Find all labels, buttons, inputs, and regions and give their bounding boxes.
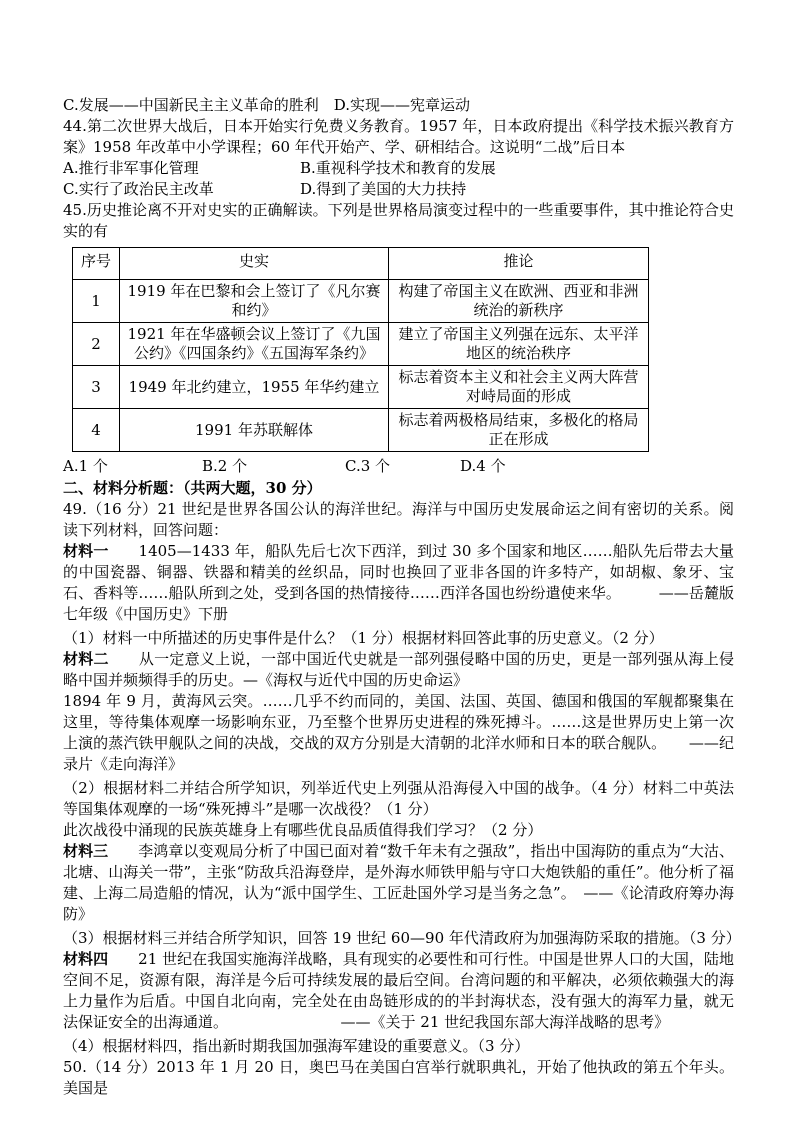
table-cell: 1991 年苏联解体 — [120, 409, 389, 452]
question-line: （2）根据材料二并结合所学知识，列举近代史上列强从沿海侵入中国的战争。（4 分）材料二中英法等国集体观摩的一场“殊死搏斗”是哪一次战役？（1 分） — [63, 779, 734, 818]
option-item: A.1 个 — [63, 457, 108, 475]
paragraph: 49.（16 分）21 世纪是世界各国公认的海洋世纪。海洋与中国历史发展命运之间有密切的关系。阅读下列材料，回答问题： — [63, 500, 734, 539]
paragraph: 50.（14 分）2013 年 1 月 20 日，奥巴马在美国白宫举行就职典礼，开始了他执政的第五个年头。美国是 — [63, 1058, 734, 1097]
question-line: （3）根据材料三并结合所学知识，回答 19 世纪 60—90 年代清政府为加强海防采取的措施。（3 分） — [63, 929, 741, 947]
table-header-cell: 史实 — [120, 248, 389, 280]
option-item: C.3 个 — [345, 457, 391, 475]
table-cell: 2 — [73, 323, 120, 366]
option-left: C.实行了政治民主改革 — [63, 180, 214, 198]
paragraph: C.发展——中国新民主主义革命的胜利 D.实现——宪章运动 — [63, 96, 470, 114]
option-pair-row — [63, 158, 734, 179]
material-label: 材料四 — [63, 950, 109, 968]
material-paragraph — [63, 541, 734, 625]
table-header-cell: 序号 — [73, 248, 120, 280]
material-label: 材料二 — [63, 650, 109, 668]
document-body — [63, 95, 741, 1099]
paragraph: 1894 年 9 月，黄海风云突。……几乎不约而同的，美国、法国、英国、德国和俄国的军舰都聚集在这里，等待集体观摩一场影响东亚，乃至整个世界历史进程的殊死搏斗。……这是世界历史上第一次上演的蒸汽铁甲舰队之间的决战，交战的双方分别是大清朝的北洋水师和日本的联合舰队。 ——纪录片《走向海洋》 — [63, 692, 734, 773]
material-paragraph — [63, 841, 734, 925]
facts-table — [72, 247, 649, 452]
paragraph: 44.第二次世界大战后，日本开始实行免费义务教育。1957 年，日本政府提出《科学技术振兴教育方案》1958 年改革中小学课程；60 年代开始产、学、研相结合。这说明“二战”后日本 — [63, 117, 734, 156]
options-row — [63, 456, 734, 477]
material-text: 21 世纪在我国实施海洋战略，具有现实的必要性和可行性。中国是世界人口的大国，陆地空间不足，资源有限，海洋是今后可持续发展的最后空间。台湾问题的和平解决，必须依赖强大的海上力量作为后盾。中国自北向南，完全处在由岛链形成的的半封海状态，没有强大的海军力量，就无法保证安全的出海通道。 ——《关于 21 世纪我国东部大海洋战略的思考》 — [63, 950, 734, 1031]
option-right: B.重视科学技术和教育的发展 — [300, 159, 496, 177]
option-item: B.2 个 — [202, 457, 248, 475]
table-cell: 1921 年在华盛顿会议上签订了《九国公约》《四国条约》《五国海军条约》 — [120, 323, 389, 366]
table-cell: 1 — [73, 280, 120, 323]
question-line: （1）材料一中所描述的历史事件是什么？（1 分）根据材料回答此事的历史意义。（2 分） — [63, 629, 664, 647]
material-label: 材料一 — [63, 542, 109, 560]
paragraph: 此次战役中涌现的民族英雄身上有哪些优良品质值得我们学习？（2 分） — [63, 821, 543, 839]
table-cell: 构建了帝国主义在欧洲、西亚和非洲统治的新秩序 — [389, 280, 649, 323]
paragraph: 45.历史推论离不开对史实的正确解读。下列是世界格局演变过程中的一些重要事件，其中推论符合史实的有 — [63, 201, 734, 240]
table-cell: 1919 年在巴黎和会上签订了《凡尔赛和约》 — [120, 280, 389, 323]
table-header-cell: 推论 — [389, 248, 649, 280]
table-cell: 标志着两极格局结束，多极化的格局正在形成 — [389, 409, 649, 452]
table-row — [73, 323, 649, 366]
material-label: 材料三 — [63, 842, 109, 860]
question-line: （4）根据材料四，指出新时期我国加强海军建设的重要意义。（3 分） — [63, 1037, 530, 1055]
table-row — [73, 280, 649, 323]
table-cell: 标志着资本主义和社会主义两大阵营对峙局面的形成 — [389, 366, 649, 409]
table-row — [73, 409, 649, 452]
material-text: 李鸿章以变观局分析了中国已面对着“数千年未有之强敌”，指出中国海防的重点为“大沽、北塘、山海关一带”，主张“防敌兵沿海登岸，是外海水师铁甲船与守口大炮铁船的重任”。他分析了福建、上海二局造船的情况，认为“派中国学生、工匠赴国外学习是当务之急”。 ——《论清政府筹办海防》 — [63, 842, 734, 923]
table-cell: 1949 年北约建立，1955 年华约建立 — [120, 366, 389, 409]
table-cell: 3 — [73, 366, 120, 409]
material-text: 1405—1433 年，船队先后七次下西洋，到过 30 多个国家和地区……船队先后带去大量的中国瓷器、铜器、铁器和精美的丝织品，同时也换回了亚非各国的许多特产，如胡椒、象牙、宝石、香料等……船队所到之处，受到各国的热情接待……西洋各国也纷纷遣使来华。 ——岳麓版七年级《中国历史》下册 — [63, 542, 734, 623]
option-left: A.推行非军事化管理 — [63, 159, 199, 177]
section-heading: 二、材料分析题：（共两大题，30 分） — [63, 479, 322, 497]
option-right: D.得到了美国的大力扶持 — [300, 180, 467, 198]
table-row — [73, 366, 649, 409]
table-cell: 4 — [73, 409, 120, 452]
option-pair-row — [63, 179, 734, 200]
material-paragraph — [63, 649, 734, 691]
material-text: 从一定意义上说，一部中国近代史就是一部列强侵略中国的历史，更是一部列强从海上侵略中国并频频得手的历史。—《海权与近代中国的历史命运》 — [63, 650, 734, 689]
table-cell: 建立了帝国主义列强在远东、太平洋地区的统治秩序 — [389, 323, 649, 366]
option-item: D.4 个 — [460, 457, 506, 475]
table-header-row — [73, 248, 649, 280]
material-paragraph — [63, 949, 734, 1033]
